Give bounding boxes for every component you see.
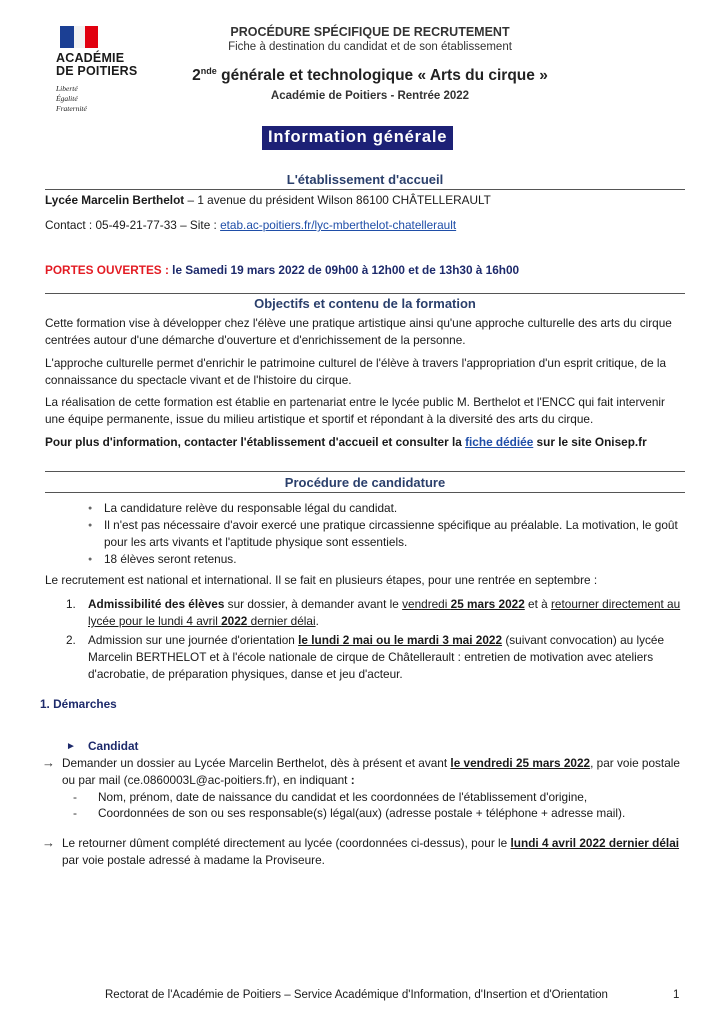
objectifs-p1: Cette formation vise à développer chez l'élève une pratique artistique ainsi qu'une approche culturelle des arts du cirque centrées autour d'une démarche d'ouverture et d'enrichissement de la personne. [45,316,672,347]
procedure-bullet-2: Il n'est pas nécessaire d'avoir exercé une pratique circassienne spécifique au préalable. La motivation, le goût pour les arts vivants et l'aptitude physique sont essentiels. [104,518,678,549]
academy-line: Académie de Poitiers - Rentrée 2022 [270,90,470,102]
step1 [88,596,684,630]
step1-bold: Admissibilité des élèves [88,597,225,611]
french-flag-icon [60,26,98,48]
step1-c: retourner directement au lycée pour le lundi 4 avril [88,597,681,628]
program-num: 2 [192,67,201,85]
step1-b: et à [524,597,551,611]
item1-b: , par voie postale ou par mail (ce.0860003L@ac-poitiers.fr), en indiquant [62,756,680,787]
portes-ouvertes [45,262,685,279]
dash-icon: - [73,806,77,820]
step1-c-year: 2022 [221,614,248,628]
procedure-bullet-1: La candidature relève du responsable légal du candidat. [104,501,398,515]
logo-name-line1: ACADÉMIE [56,51,125,65]
dash-icon: - [73,790,77,804]
program-rest: générale et technologique « Arts du cirque » [216,67,548,85]
document-subtitle: Fiche à destination du candidat et de son établissement [228,41,512,53]
step1-c-end: dernier délai [247,614,316,628]
item2-a: Le retourner dûment complété directement au lycée (coordonnées ci-dessus), pour le [62,836,511,850]
step1-a: sur dossier, à demander avant le [224,597,403,611]
demarche-sub-1: Nom, prénom, date de naissance du candidat et les coordonnées de l'établissement d'origine, [98,790,588,804]
demarche-item-1 [62,755,684,789]
step2-number: 2. [66,633,76,647]
demarche-item-2 [62,835,684,869]
section-banner: Information générale [262,126,453,150]
item1-bold: le vendredi 25 mars 2022 [450,756,591,770]
etab-site-link[interactable]: etab.ac-poitiers.fr/lyc-mberthelot-chatellerault [220,218,457,232]
step1-number: 1. [66,597,76,611]
etab-address [45,192,685,209]
divider [45,492,685,493]
candidat-marker-icon: ► [66,741,76,752]
demarche-sub-2: Coordonnées de son ou ses responsable(s) légal(aux) (adresse postale + téléphone + adresse mail). [98,806,626,820]
bullet-icon: ● [88,556,93,563]
etab-name: Lycée Marcelin Berthelot [45,193,185,207]
program-sup: nde [200,66,217,76]
document-title: PROCÉDURE SPÉCIFIQUE DE RECRUTEMENT [230,25,510,39]
portes-text: le Samedi 19 mars 2022 de 09h00 à 12h00 et de 13h30 à 16h00 [168,263,520,277]
procedure-intro: Le recrutement est national et international. Il se fait en plusieurs étapes, pour une rentrée en septembre : [45,573,598,587]
item2-b: par voie postale adressé à madame la Proviseure. [62,853,325,867]
objectifs-p4 [45,434,685,451]
objectifs-p3: La réalisation de cette formation est établie en partenariat entre le lycée public M. Berthelot et l'ENCC qui fait intervenir une équipe permanente, issue du milieu artistique et sportif et répondant à la diversité des arts du cirque. [45,395,665,426]
demarches-heading: 1. Démarches [40,697,117,711]
footer-text: Rectorat de l'Académie de Poitiers – Service Académique d'Information, d'Insertion et d'Orientation [105,989,608,1001]
step2 [88,632,684,683]
objectifs-p2: L'approche culturelle permet d'enrichir le patrimoine culturel de l'élève à travers l'appropriation d'un esprit critique, de la connaissance du spectacle vivant et de l'histoire du cirque. [45,356,667,387]
step2-bold: le lundi 2 mai ou le mardi 3 mai 2022 [298,633,503,647]
logo-name-line2: DE POITIERS [56,64,138,78]
page-number: 1 [673,989,680,1001]
fiche-dediee-link[interactable]: fiche dédiée [465,435,534,449]
etab-address-text: – 1 avenue du président Wilson 86100 CHÂTELLERAULT [184,193,491,207]
bullet-icon: ● [88,522,93,529]
step2-a: Admission sur une journée d'orientation [88,633,299,647]
portes-label: PORTES OUVERTES : [45,263,169,277]
item1-colon: : [350,773,355,787]
candidat-heading: Candidat [88,739,139,753]
motto-liberte: Liberté [56,84,78,93]
divider [45,189,685,190]
bullet-icon: ● [88,505,93,512]
divider [45,471,685,472]
motto-fraternite: Fraternité [56,104,87,113]
step2-b: (suivant convocation) au lycée Marcelin BERTHELOT et à l'école nationale de cirque de Châtellerault : entretien de motivation avec ateliers d'acrobatie, de préparation physiques, danse et jeu d'acteur. [88,633,665,681]
academy-logo [56,26,156,114]
contact-label: Contact : 05-49-21-77-33 – Site : [45,218,221,232]
divider [45,293,685,294]
etab-contact [45,217,685,234]
objectifs-heading: Objectifs et contenu de la formation [254,296,476,311]
item2-bold: lundi 4 avril 2022 dernier délai [510,836,680,850]
step1-date: 25 mars 2022 [450,597,525,611]
step1-end: . [315,614,319,628]
arrow-icon: → [42,835,55,850]
logo-motto [56,84,156,114]
program-title [150,66,590,85]
step1-date-u: vendredi [402,597,451,611]
etab-heading: L'établissement d'accueil [286,172,444,187]
item1-a: Demander un dossier au Lycée Marcelin Berthelot, dès à présent et avant [62,756,451,770]
motto-egalite: Égalité [56,94,78,103]
procedure-heading: Procédure de candidature [284,475,446,490]
procedure-bullet-3: 18 élèves seront retenus. [104,552,237,566]
arrow-icon: → [42,755,55,770]
p4-text-b: sur le site Onisep.fr [533,435,647,449]
p4-text-a: Pour plus d'information, contacter l'établissement d'accueil et consulter la [45,435,466,449]
